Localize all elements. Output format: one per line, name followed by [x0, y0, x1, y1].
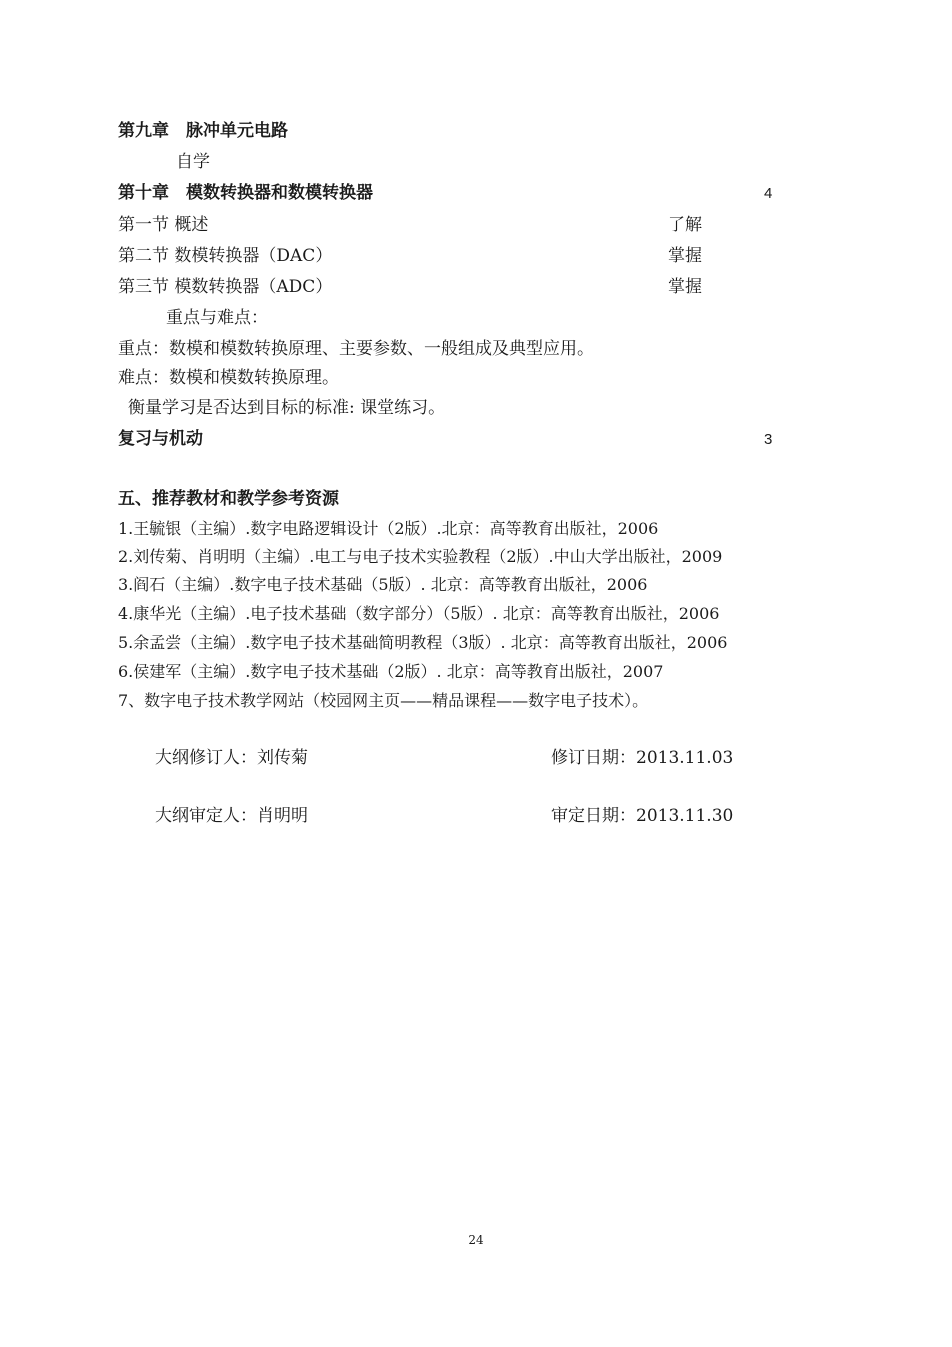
approved-by: 大纲审定人：肖明明: [155, 806, 308, 826]
revised-by: 大纲修订人：刘传菊: [155, 748, 308, 768]
section-level: 了解: [668, 215, 702, 235]
section-level: 掌握: [668, 277, 702, 297]
reference-item: 3.阎石（主编）.数字电子技术基础（5版）. 北京：高等教育出版社，2006: [118, 575, 648, 594]
review-title: 复习与机动: [118, 429, 203, 449]
reference-item: 6.侯建军（主编）.数字电子技术基础（2版）. 北京：高等教育出版社，2007: [118, 662, 664, 681]
section-label: 第三节 模数转换器（ADC）: [118, 277, 333, 297]
approved-date: 审定日期：2013.11.30: [551, 806, 734, 826]
page-number: 24: [468, 1233, 484, 1247]
revised-date: 修订日期：2013.11.03: [551, 748, 734, 768]
reference-item: 2.刘传菊、肖明明（主编）.电工与电子技术实验教程（2版）.中山大学出版社，2009: [118, 547, 723, 566]
key-points: 重点：数模和模数转换原理、主要参数、一般组成及典型应用。: [118, 339, 594, 359]
reference-item: 1.王毓银（主编）.数字电路逻辑设计（2版）.北京：高等教育出版社，2006: [118, 519, 659, 538]
section-label: 第二节 数模转换器（DAC）: [118, 246, 333, 266]
reference-item: 5.余孟尝（主编）.数字电子技术基础简明教程（3版）. 北京：高等教育出版社，2006: [118, 633, 728, 652]
reference-item: 4.康华光（主编）.电子技术基础（数字部分）（5版）. 北京：高等教育出版社，2006: [118, 604, 720, 623]
section-level: 掌握: [668, 246, 702, 266]
reference-item: 7、数字电子技术教学网站（校园网主页——精品课程——数字电子技术）。: [118, 691, 649, 710]
review-hours: 3: [764, 431, 773, 448]
chapter9-title: 第九章 脉冲单元电路: [118, 121, 288, 141]
section-label: 第一节 概述: [118, 215, 209, 235]
key-difficulty-heading: 重点与难点：: [166, 308, 268, 328]
references-heading: 五、推荐教材和教学参考资源: [118, 489, 339, 509]
assessment-standard: 衡量学习是否达到目标的标准: 课堂练习。: [128, 398, 446, 418]
difficulties: 难点：数模和模数转换原理。: [118, 368, 339, 388]
chapter9-note: 自学: [176, 152, 210, 172]
chapter10-hours: 4: [764, 185, 773, 202]
chapter10-title: 第十章 模数转换器和数模转换器: [118, 183, 373, 203]
